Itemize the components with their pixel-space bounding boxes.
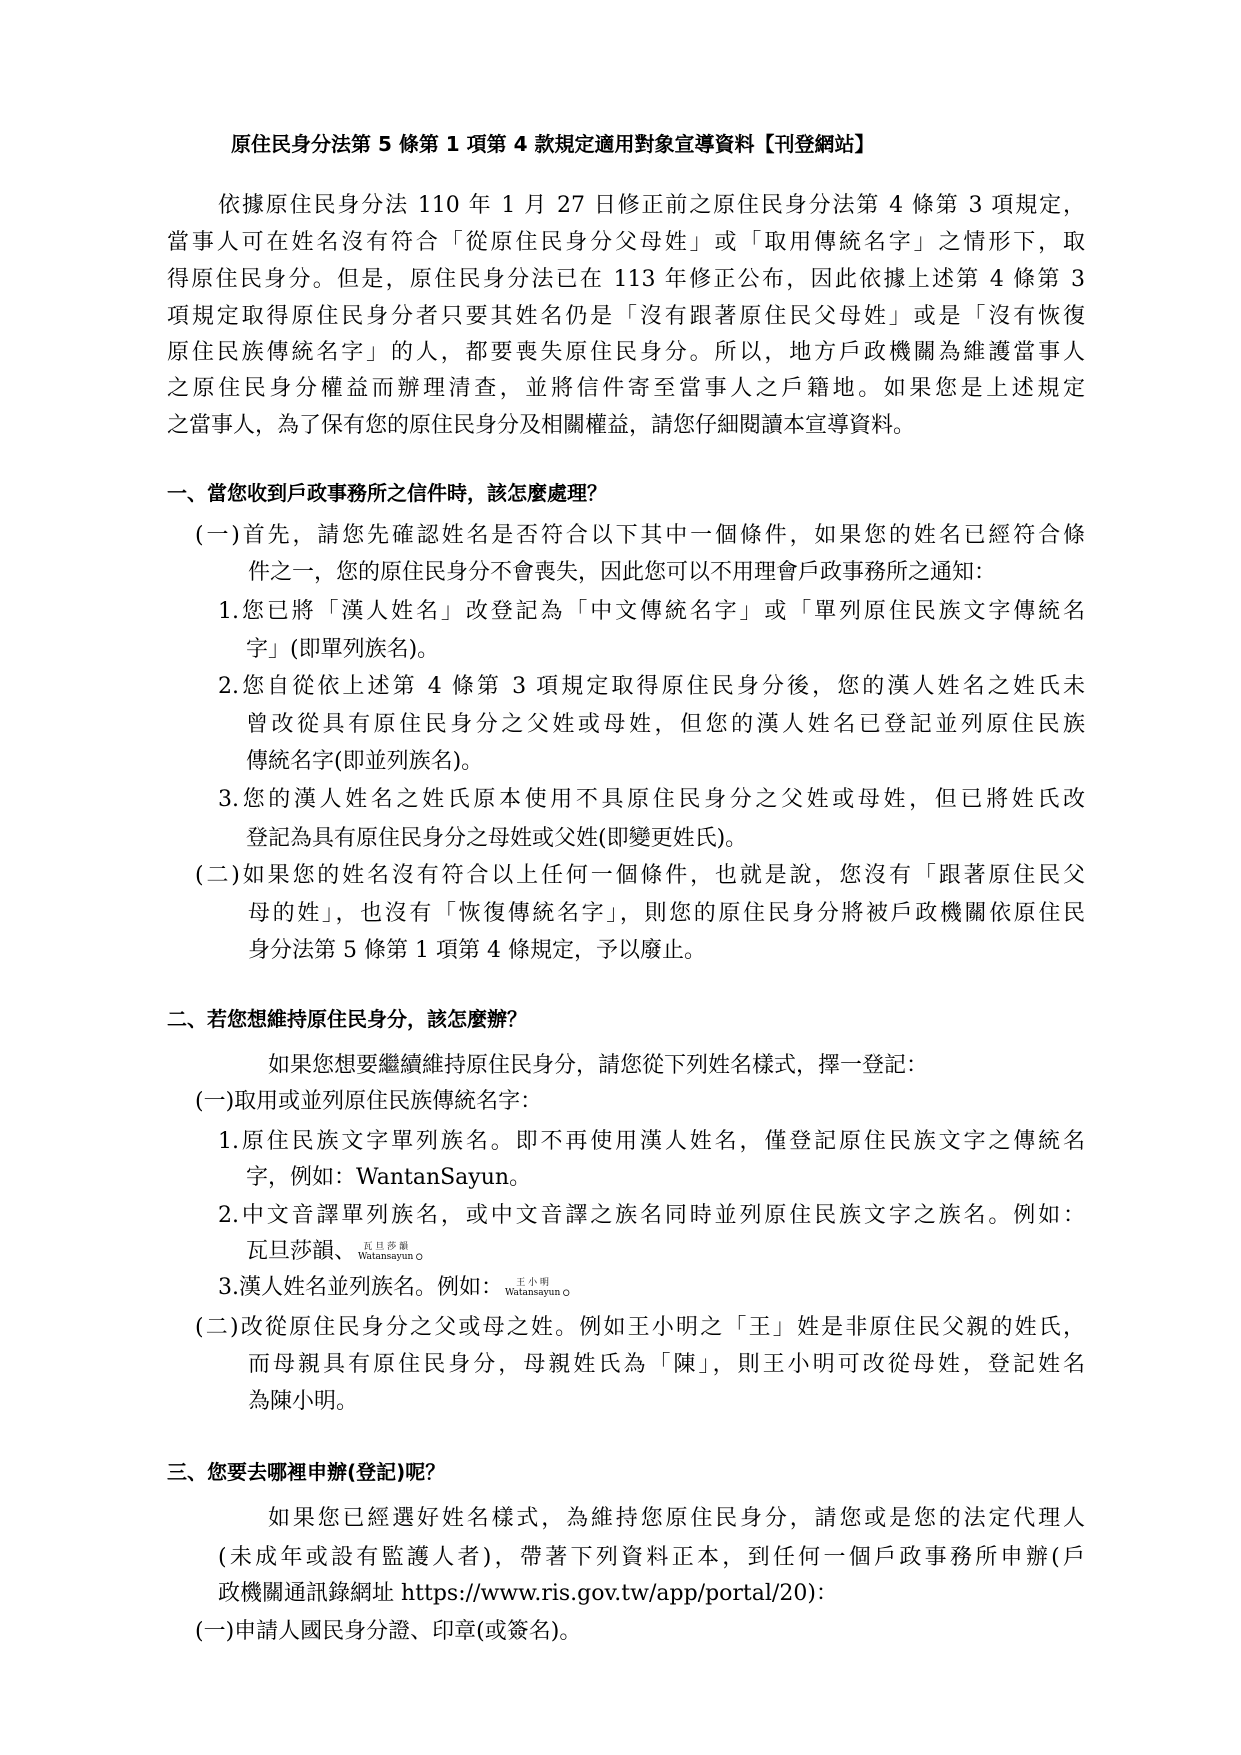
section-1-line: (一)首先，請您先確認姓名是否符合以下其中一個條件，如果您的姓名已經符合條 [195,523,1085,548]
intro-line: 當事人可在姓名沒有符合「從原住民身分父母姓」或「取用傳統名字」之情形下，取 [167,230,1085,255]
section-2-line: 為陳小明。 [248,1389,359,1414]
section-1-line: (二)如果您的姓名沒有符合以上任何一個條件，也就是說，您沒有「跟著原住民父 [195,863,1085,888]
section-2-heading: 二、若您想維持原住民身分，該怎麼辦？ [167,1007,527,1031]
example-text: 3.漢人姓名並列族名。例如： [218,1275,503,1300]
intro-line: 原住民族傳統名字」的人，都要喪失原住民身分。所以，地方戶政機關為維護當事人 [167,340,1085,365]
intro-line: 之原住民身分權益而辦理清查，並將信件寄至當事人之戶籍地。如果您是上述規定 [167,376,1085,401]
ruby-bottom: Watansayun [358,1252,414,1262]
section-3-line: 如果您已經選好姓名樣式，為維持您原住民身分，請您或是您的法定代理人 [268,1506,1085,1531]
intro-line: 依據原住民身分法 110 年 1 月 27 日修正前之原住民身分法第 4 條第 3 項規定， [218,193,1085,218]
section-2-line: (一)取用或並列原住民族傳統名字： [195,1089,543,1114]
section-2-line: 而母親具有原住民身分，母親姓氏為「陳」，則王小明可改從母姓，登記姓名 [248,1352,1085,1377]
section-2-line: 字，例如：WantanSayun。 [246,1165,532,1190]
section-3-line: (一)申請人國民身分證、印章(或簽名)。 [195,1619,582,1644]
ruby-bottom: Watansayun [505,1288,561,1298]
section-1-line: 3.您的漢人姓名之姓氏原本使用不具原住民身分之父姓或母姓，但已將姓氏改 [218,787,1085,812]
ruby-top: 瓦 旦 莎 韻 [363,1242,408,1252]
section-1-line: 登記為具有原住民身分之母姓或父姓(即變更姓氏)。 [246,826,748,851]
section-3-line: (未成年或設有監護人者)，帶著下列資料正本，到任何一個戶政事務所申辦(戶 [218,1545,1085,1570]
ruby-name-example [505,1278,560,1298]
intro-line: 項規定取得原住民身分者只要其姓名仍是「沒有跟著原住民父母姓」或是「沒有恢復 [167,304,1085,329]
document-title: 原住民身分法第 5 條第 1 項第 4 款規定適用對象宣導資料【刊登網站】 [231,132,875,156]
ruby-top: 王 小 明 [516,1278,549,1288]
section-2-example-line [246,1238,437,1266]
section-2-line: 2.中文音譯單列族名，或中文音譯之族名同時並列原住民族文字之族名。例如： [218,1203,1085,1228]
example-text: 瓦旦莎韻、 [246,1239,357,1264]
section-1-line: 件之一，您的原住民身分不會喪失，因此您可以不用理會戶政事務所之通知： [248,560,997,585]
section-1-line: 字」(即單列族名)。 [246,637,440,662]
period: 。 [415,1239,438,1264]
section-1-heading: 一、當您收到戶政事務所之信件時，該怎麼處理？ [167,481,607,505]
section-1-line: 母的姓」，也沒有「恢復傳統名字」，則您的原住民身分將被戶政機關依原住民 [248,901,1085,926]
intro-line: 之當事人，為了保有您的原住民身分及相關權益，請您仔細閱讀本宣導資料。 [167,413,916,438]
section-1-line: 傳統名字(即並列族名)。 [246,749,484,774]
ruby-name-example [358,1242,413,1262]
section-3-line: 政機關通訊錄網址 https://www.ris.gov.tw/app/portal/20)： [218,1581,838,1606]
section-1-line: 1.您已將「漢人姓名」改登記為「中文傳統名字」或「單列原住民族文字傳統名 [218,599,1085,624]
section-2-line: 如果您想要繼續維持原住民身分，請您從下列姓名樣式，擇一登記： [268,1053,929,1078]
section-1-line: 曾改從具有原住民身分之父姓或母姓，但您的漢人姓名已登記並列原住民族 [246,712,1085,737]
section-2-line: (二)改從原住民身分之父或母之姓。例如王小明之「王」姓是非原住民父親的姓氏， [195,1315,1085,1340]
section-1-line: 2.您自從依上述第 4 條第 3 項規定取得原住民身分後，您的漢人姓名之姓氏未 [218,674,1085,699]
period: 。 [562,1275,585,1300]
section-2-example-line [218,1274,584,1302]
intro-line: 得原住民身分。但是，原住民身分法已在 113 年修正公布，因此依據上述第 4 條第 3 [167,267,1085,292]
section-3-heading: 三、您要去哪裡申辦(登記)呢？ [167,1460,446,1484]
section-1-line: 身分法第 5 條第 1 項第 4 條規定，予以廢止。 [248,938,706,963]
section-2-line: 1.原住民族文字單列族名。即不再使用漢人姓名，僅登記原住民族文字之傳統名 [218,1129,1085,1154]
